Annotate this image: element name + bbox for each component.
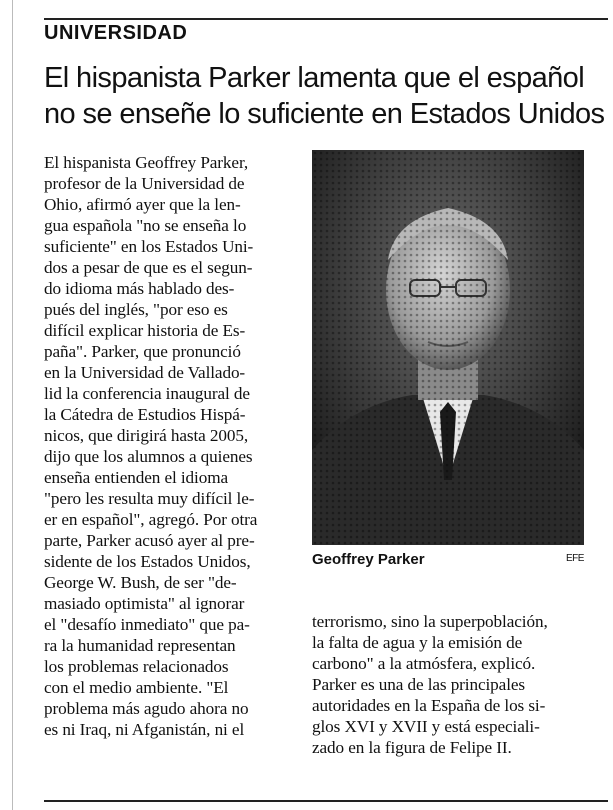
photo-credit: EFE [566, 553, 584, 564]
left-column-rule [12, 0, 13, 810]
portrait-illustration [312, 150, 584, 545]
body-column-1: El hispanista Geoffrey Parker, profesor de la Universidad de Ohio, afirmó ayer que la len- gua española "no se enseña lo suficiente" en los Estados Uni- dos a pesar de que es el segun- do idioma más hablado des- pués del inglés, "por eso es difícil explicar historia de Es- paña". Parker, que pronunció en la Universidad de Vallado- lid la conferencia inaugural de la Cátedra de Estudios Hispá- nicos, que dirigirá hasta 2005, dijo que los alumnos a quienes enseña entienden el idioma "pero les resulta muy difícil le- er en español", agregó. Por otra parte, Parker acusó ayer al pre- sidente de los Estados Unidos, George W. Bush, de ser "de- masiado optimista" al ignorar el "desafío inmediato" que pa- ra la humanidad representan los problemas relacionados con el medio ambiente. "El problema más agudo ahora no es ni Iraq, ni Afganistán, ni el [44, 153, 258, 739]
headline [44, 60, 604, 132]
headline-line-1: El hispanista Parker lamenta que el español [44, 62, 585, 94]
portrait-photo [312, 150, 584, 545]
photo-caption: Geoffrey Parker [312, 551, 425, 568]
headline-line-2: no se enseñe lo suficiente en Estados Unidos [44, 98, 605, 130]
body-column-2: terrorismo, sino la superpoblación, la falta de agua y la emisión de carbono" a la atmósfera, explicó. Parker es una de las principales autoridades en la España de los si- glos XVI y XVII y está especiali- zado en la figura de Felipe II. [312, 612, 548, 757]
bottom-rule [44, 800, 608, 802]
top-rule [44, 18, 608, 20]
section-label: UNIVERSIDAD [44, 22, 188, 44]
